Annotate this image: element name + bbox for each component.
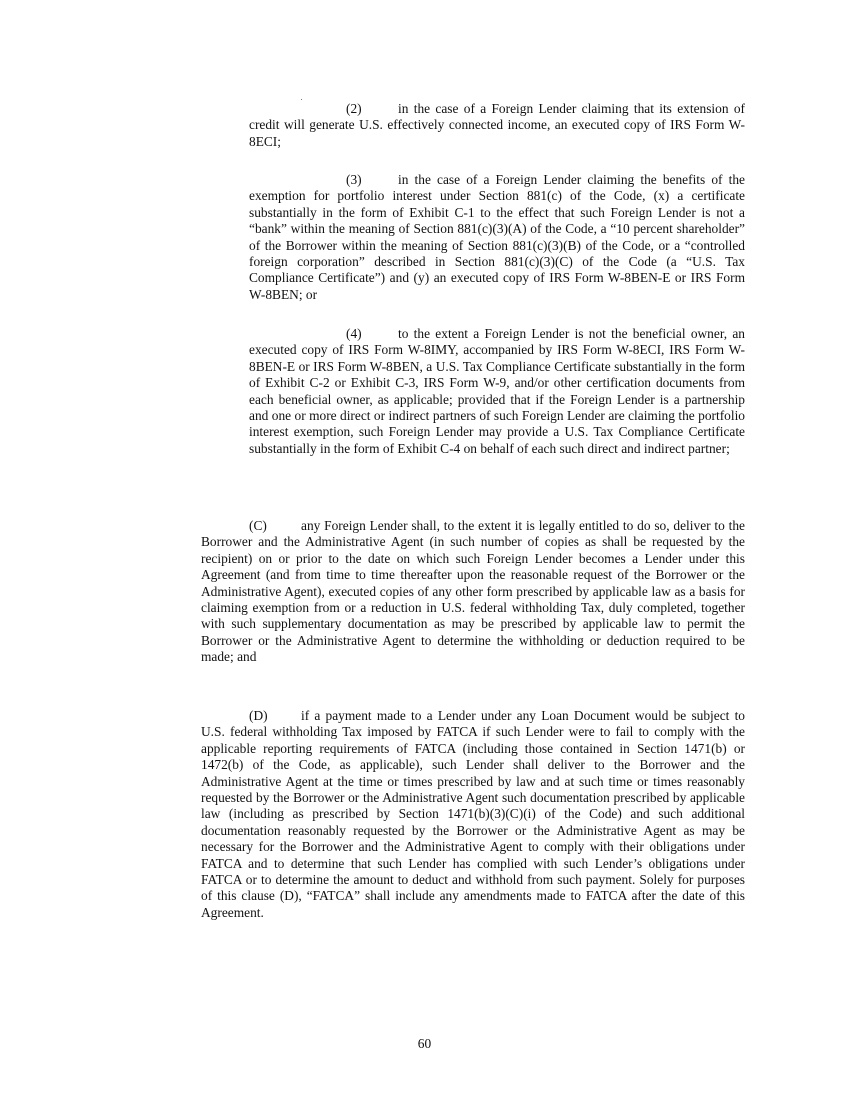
clause-c-number: (C) [249, 518, 267, 533]
clause-3-text: in the case of a Foreign Lender claiming the benefits of the exemption for portfolio interest under Section 881(c) of the Code, (x) a certificate substantially in the form of Exhibit C-1 to the effect that such Foreign Lender is not a “bank” within the meaning of Section 881(c)(3)(A) of the Code, a “10 percent shareholder” of the Borrower within the meaning of Section 881(c)(3)(B) of the Code, or a “controlled foreign corporation” described in Section 881(c)(3)(C) of the Code (a “U.S. Tax Compliance Certificate”) and (y) an executed copy of IRS Form W-8BEN-E or IRS Form W-8BEN; or [249, 172, 745, 302]
page-number: 60 [417, 1036, 432, 1051]
clause-2-text: in the case of a Foreign Lender claiming that its extension of credit will generate U.S. effectively connected income, an executed copy of IRS Form W-8ECI; [249, 101, 745, 149]
clause-c-text: any Foreign Lender shall, to the extent it is legally entitled to do so, deliver to the Borrower and the Administrative Agent (in such number of copies as shall be requested by the recipient) on or prior to the date on which such Foreign Lender becomes a Lender under this Agreement (and from time to time thereafter upon the reasonable request of the Borrower or the Administrative Agent), executed copies of any other form prescribed by applicable law as a basis for claiming exemption from or a reduction in U.S. federal withholding Tax, duly completed, together with such supplementary documentation as may be prescribed by applicable law to permit the Borrower or the Administrative Agent to determine the withholding or deduction required to be made; and [201, 518, 745, 665]
clause-4-number: (4) [346, 326, 362, 341]
clause-d-text: if a payment made to a Lender under any Loan Document would be subject to U.S. federal withholding Tax imposed by FATCA if such Lender were to fail to comply with the applicable reporting requirements of FATCA (including those contained in Section 1471(b) or 1472(b) of the Code, as applicable), such Lender shall deliver to the Borrower and the Administrative Agent at the time or times prescribed by law and at such time or times reasonably requested by the Borrower or the Administrative Agent such documentation prescribed by applicable law (including as prescribed by Section 1471(b)(3)(C)(i) of the Code) and such additional documentation reasonably requested by the Borrower or the Administrative Agent as may be necessary for the Borrower and the Administrative Agent to comply with their obligations under FATCA and to determine that such Lender has complied with such Lender’s obligations under FATCA or to determine the amount to deduct and withhold from such payment. Solely for purposes of this clause (D), “FATCA” shall include any amendments made to FATCA after the date of this Agreement. [201, 708, 745, 920]
clause-d [201, 708, 745, 921]
scan-speck [301, 99, 302, 100]
clause-4-text: to the extent a Foreign Lender is not the beneficial owner, an executed copy of IRS Form W-8IMY, accompanied by IRS Form W-8ECI, IRS Form W-8BEN-E or IRS Form W-8BEN, a U.S. Tax Compliance Certificate substantially in the form of Exhibit C-2 or Exhibit C-3, IRS Form W-9, and/or other certification documents from each beneficial owner, as applicable; provided that if the Foreign Lender is a partnership and one or more direct or indirect partners of such Foreign Lender are claiming the portfolio interest exemption, such Foreign Lender may provide a U.S. Tax Compliance Certificate substantially in the form of Exhibit C-4 on behalf of each such direct and indirect partner; [249, 326, 745, 456]
clause-2-number: (2) [346, 101, 362, 116]
clause-d-number: (D) [249, 708, 268, 723]
clause-4 [249, 326, 745, 457]
clause-3-number: (3) [346, 172, 362, 187]
clause-c [201, 518, 745, 666]
clause-3 [249, 172, 745, 303]
clause-2 [249, 101, 745, 150]
